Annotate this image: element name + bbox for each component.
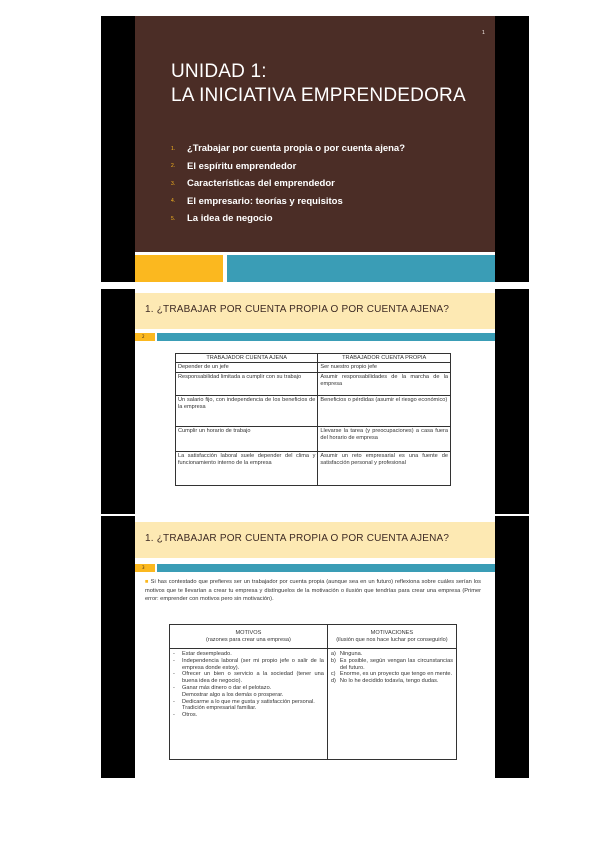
- table-header: TRABAJADOR CUENTA AJENA: [176, 354, 318, 363]
- motivaciones-cell: [327, 649, 456, 760]
- table-row: [176, 427, 451, 452]
- table-header: TRABAJADOR CUENTA PROPIA: [318, 354, 451, 363]
- table-cell: Asumir responsabilidades de la marcha de la empresa: [318, 373, 451, 396]
- table-header-motivaciones: MOTIVACIONES (ilusión que nos hace luchar por conseguirlo): [327, 625, 456, 649]
- slide-black-border-right: [495, 289, 529, 514]
- motivaciones-list: [331, 651, 453, 685]
- contents-item: 3. Características del emprendedor: [171, 178, 335, 190]
- comparison-table: [175, 353, 451, 486]
- accent-strip-teal: [157, 333, 495, 341]
- slide-header: [135, 293, 495, 329]
- table-row: [176, 373, 451, 396]
- slide-black-border-left: [101, 16, 135, 282]
- accent-strip-yellow: [135, 564, 155, 572]
- table-cell: Un salario fijo, con independencia de los beneficios de la empresa: [176, 396, 318, 427]
- slide-title-line-2: LA INICIATIVA EMPRENDEDORA: [171, 85, 466, 106]
- page-number: 2: [142, 334, 145, 339]
- slide-title: 1. ¿TRABAJAR POR CUENTA PROPIA O POR CUENTA AJENA?: [145, 533, 450, 544]
- motivos-cell: [170, 649, 328, 760]
- table-row: [176, 452, 451, 486]
- slide-title: [171, 60, 466, 108]
- table-cell: La satisfacción laboral suele depender del clima y funcionamiento interno de la empresa: [176, 452, 318, 486]
- list-item: - Independencia laboral (ser mi propio jefe o salir de la empresa donde estoy).: [173, 657, 324, 671]
- list-item: a) Ninguna.: [330, 651, 363, 657]
- motives-table: [169, 624, 457, 760]
- slide-2: [101, 289, 529, 514]
- accent-strip-teal: [157, 564, 495, 572]
- list-item: - Dedicarme a lo que me gusta y satisfacción personal.: [173, 698, 315, 705]
- accent-strip-yellow: [135, 333, 155, 341]
- table-header-motivos: MOTIVOS (razones para crear una empresa): [170, 625, 328, 649]
- page-number: 3: [142, 565, 145, 570]
- table-row: [176, 396, 451, 427]
- slide-title-line-1: UNIDAD 1:: [171, 61, 267, 82]
- motivos-list: [173, 651, 324, 719]
- slide-black-border-left: [101, 516, 135, 778]
- title-panel: [135, 16, 495, 252]
- intro-paragraph: [145, 578, 481, 604]
- list-item: - Otros.: [173, 712, 198, 719]
- slide-black-border-left: [101, 289, 135, 514]
- list-item: - Ofrecer un bien o servicio a la sociedad (tener una buena idea de negocio).: [173, 671, 324, 685]
- slide-black-border-right: [495, 516, 529, 778]
- table-cell: Llevarse la tarea (y preocupaciones) a casa fuera del horario de empresa: [318, 427, 451, 452]
- contents-item: 4. El empresario: teorías y requisitos: [171, 195, 343, 207]
- table-row: [170, 649, 457, 760]
- list-item: - Ganar más dinero o dar el pelotazo.: [173, 684, 272, 691]
- list-item: b) Es posible, según vengan las circunstancias del futuro.: [330, 657, 453, 671]
- intro-text: Si has contestado que prefieres ser un trabajador por cuenta propia (aunque sea en un futuro) reflexiona sobre cuáles serían los motivos que te llevarían a crear tu empresa y distínguelos de la motivación o ilusión que tendrías para crear una empresa (Primer error: emprender con motivos pero sin motivación).: [145, 579, 481, 602]
- list-item: Demostrar algo a los demás o prosperar.: [182, 691, 284, 698]
- accent-block-yellow: [135, 255, 223, 282]
- contents-item: 5. La idea de negocio: [171, 213, 273, 225]
- table-cell: Asumir un reto empresarial es una fuente de satisfacción personal y profesional: [318, 452, 451, 486]
- slide-header: [135, 522, 495, 558]
- slide-title: 1. ¿TRABAJAR POR CUENTA PROPIA O POR CUENTA AJENA?: [145, 304, 450, 315]
- table-cell: Beneficios o pérdidas (asumir el riesgo económico): [318, 396, 451, 427]
- contents-item: 1. ¿Trabajar por cuenta propia o por cuenta ajena?: [171, 143, 406, 155]
- slide-3: [101, 516, 529, 778]
- accent-block-teal: [227, 255, 495, 282]
- page-number: 1: [481, 30, 485, 36]
- table-cell: Ser nuestro propio jefe: [318, 363, 451, 373]
- contents-item: 2. El espíritu emprendedor: [171, 160, 297, 172]
- list-item: - Estar desempleado.: [173, 651, 232, 657]
- list-item: d) No lo he decidido todavía, tengo dudas.: [330, 678, 439, 685]
- bullet-icon: ■: [145, 579, 151, 585]
- list-item: c) Enorme, es un proyecto que tengo en mente.: [330, 671, 453, 678]
- table-cell: Depender de un jefe: [176, 363, 318, 373]
- table-cell: Responsabilidad limitada a cumplir con su trabajo: [176, 373, 318, 396]
- slide-black-border-right: [495, 16, 529, 282]
- slide-1: [101, 16, 529, 282]
- contents-list: [171, 140, 405, 228]
- list-item: Tradición empresarial familiar.: [182, 705, 257, 712]
- table-row: [176, 363, 451, 373]
- table-cell: Cumplir un horario de trabajo: [176, 427, 318, 452]
